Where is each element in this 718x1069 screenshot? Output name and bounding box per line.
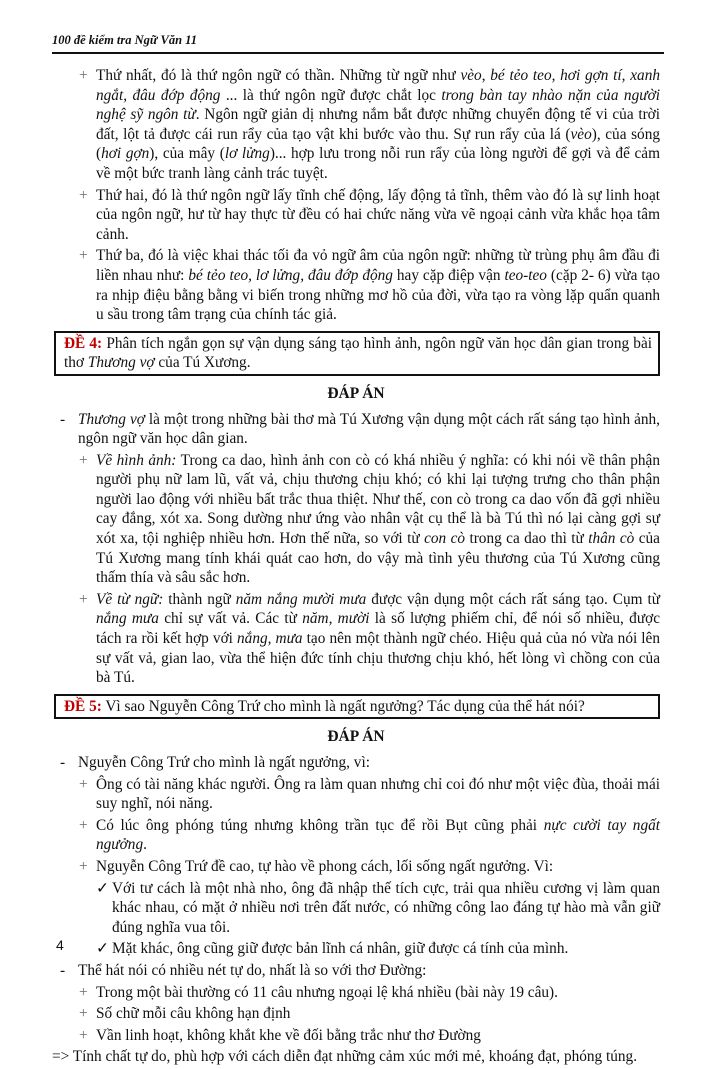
italic-text: Về từ ngữ:	[96, 590, 164, 608]
text-run: ,	[481, 67, 491, 84]
italic-text: teo-teo	[504, 266, 547, 284]
italic-text: nắng, mưa	[237, 630, 303, 648]
text-run: trong ca dao thì từ	[465, 530, 589, 548]
list-item-dash	[52, 961, 660, 981]
list-item-check	[52, 939, 660, 959]
italic-text: thân cò	[588, 530, 635, 548]
bullet-marker: -	[60, 410, 66, 428]
text-run: Thứ nhất, đó là thứ ngôn ngữ có thần. Những từ ngữ như	[96, 67, 461, 84]
italic-text: Thương vợ	[87, 354, 155, 372]
text-run: chỉ sự vất vả. Các từ	[158, 610, 303, 628]
italic-text: bé tẻo teo, hơi gợn tí, xanh ngắt, đâu đớp động	[96, 67, 660, 104]
text-run: của Tú Xương mang tính khái quát cao hơn, do vậy mà tình yêu thương của Tú Xương cũng thấm thía và sâu sắc hơn.	[96, 530, 660, 587]
bullet-marker: +	[79, 816, 88, 834]
bullet-marker: +	[79, 590, 88, 608]
list-item-dash	[52, 753, 660, 773]
bullet-marker: +	[79, 983, 88, 1001]
bullet-marker: +	[79, 1005, 88, 1023]
bullet-marker: +	[79, 451, 88, 469]
italic-text: Về hình ảnh:	[96, 451, 177, 469]
text-run: ), của mây (	[149, 145, 225, 163]
text-run: Phân tích ngắn gọn sự vận dụng sáng tạo hình ảnh, ngôn ngữ văn học dân gian trong bài thơ	[64, 334, 652, 372]
italic-text: nực cười tay ngất ngưởng	[96, 816, 660, 854]
question-label: ĐỀ 5:	[64, 697, 102, 715]
italic-text: năm nắng mười mưa	[235, 590, 367, 608]
bullet-marker: +	[79, 67, 88, 84]
list-item-plus	[52, 775, 660, 814]
text-run: Trong một bài thường có 11 câu nhưng ngoại lệ khá nhiều (bài này 19 câu).	[96, 983, 558, 1001]
list-item-dash	[52, 410, 660, 449]
text-run: là một trong những bài thơ mà Tú Xương vận dụng một cách rất sáng tạo hình ảnh, ngôn ngữ văn học dân gian.	[78, 410, 660, 448]
bullet-marker: +	[79, 247, 88, 265]
text-run: Thể hát nói có nhiều nét tự do, nhất là so với thơ Đường:	[78, 961, 427, 979]
list-item-plus	[52, 857, 660, 877]
text-run: của Tú Xương.	[154, 354, 251, 372]
text-run: )... hợp lưu trong nỗi run rẩy của lòng người để gợi và để cảm về một bức tranh làng cảnh trác tuyệt.	[96, 145, 660, 182]
list-item-plus	[52, 1004, 660, 1024]
bullet-marker: -	[60, 754, 66, 771]
document-body	[52, 66, 660, 1069]
question-box	[54, 331, 660, 376]
italic-text: lơ lửng	[224, 145, 270, 163]
text-run: Ông có tài năng khác người. Ông ra làm quan nhưng chỉ coi đó như một việc đùa, thoải mái suy nghĩ, nói năng.	[96, 775, 660, 813]
bullet-marker: +	[79, 857, 88, 875]
text-run: được vận dụng một cách rất sáng tạo. Cụm từ	[366, 590, 660, 608]
text-run: (cặp 2- 6) vừa tạo ra nhịp điệu bằng bằng vi biến trong những mơ hồ của đời, vừa tạo ra vòng lặp quẩn quanh u sầu trong tâm trạng của chính tác giả.	[96, 266, 661, 324]
text-run: => Tính chất tự do, phù hợp với cách diễn đạt những cảm xúc mới mẻ, khoáng đạt, phóng túng.	[52, 1048, 638, 1066]
page-number: 4	[56, 937, 64, 953]
document-header-title: 100 đề kiểm tra Ngữ Văn 11	[52, 33, 197, 47]
question-label: ĐỀ 4:	[64, 334, 103, 352]
text-run: thành ngữ	[163, 590, 236, 608]
list-item-plus	[52, 590, 660, 688]
text-run: ), của sóng (	[96, 125, 660, 163]
bullet-marker: +	[79, 1026, 88, 1044]
text-run: Thứ hai, đó là thứ ngôn ngữ lấy tĩnh chế động, lấy động tả tĩnh, thêm vào đó là sự linh hoạt của ngôn ngữ, hư từ hay thực từ đều có hai chức năng vừa vẽ ngoại cảnh vừa khắc họa tâm cảnh.	[96, 186, 660, 243]
text-run: Nguyễn Công Trứ đề cao, tự hào về phong cách, lối sống ngất ngưởng. Vì:	[96, 857, 554, 875]
bullet-marker: +	[79, 775, 88, 793]
italic-text: bé tẻo teo, lơ lửng, đâu đớp động	[188, 266, 393, 284]
list-item-plus	[52, 186, 660, 245]
italic-text: trong bàn tay nhào nặn của người nghệ sỹ ngôn từ	[96, 86, 660, 124]
list-item-plus	[52, 451, 660, 588]
answer-heading: ĐÁP ÁN	[327, 728, 385, 746]
checkmark-icon: ✓	[96, 940, 109, 958]
italic-text: vèo	[570, 125, 592, 143]
italic-text: hơi gợn	[101, 145, 150, 163]
text-run: Vì sao Nguyễn Công Trứ cho mình là ngất ngưởng? Tác dụng của thể hát nói?	[101, 697, 585, 715]
text-run: Vần linh hoạt, không khắt khe về đối bằng trắc như thơ Đường	[96, 1026, 481, 1044]
text-run: Mặt khác, ông cũng giữ được bản lĩnh cá nhân, giữ được cá tính của mình.	[112, 940, 569, 958]
text-run: ... là thứ ngôn ngữ được chắt lọc	[220, 86, 442, 104]
bullet-marker: +	[79, 186, 88, 204]
list-item-plus	[52, 66, 660, 184]
text-run: là số lượng phiếm chỉ, để nói số nhiều, được tách ra rồi kết hợp với	[96, 610, 660, 648]
italic-text: vèo	[460, 67, 482, 84]
list-item-plus	[52, 983, 660, 1003]
checkmark-icon: ✓	[96, 879, 109, 897]
text-run: hay cặp điệp vận	[392, 266, 505, 284]
italic-text: năm, mười	[302, 610, 370, 628]
italic-text: Thương vợ	[78, 410, 145, 428]
text-run: .	[143, 836, 147, 854]
text-run: Nguyễn Công Trứ cho mình là ngất ngưởng, vì:	[78, 754, 370, 771]
text-run: Có lúc ông phóng túng nhưng không trần tục để rồi Bụt cũng phải	[96, 816, 544, 834]
list-item-plus	[52, 816, 660, 855]
list-item-arrow	[52, 1047, 660, 1067]
text-run: . Ngôn ngữ giản dị nhưng nắm bắt được những chuyển động tế vi của trời đất, lột tả được cái run rẩy của tạo vật khi bước vào thu. Sự run rẩy của lá (	[96, 106, 660, 143]
header-rule	[52, 52, 664, 54]
list-item-plus	[52, 1026, 660, 1046]
text-run: tạo nên một thành ngữ chéo. Hiệu quả của nó vừa nói lên sự vất vả, gian lao, vừa thể hiện đức tính chịu thương chịu khó, hết lòng vì chồng con của bà Tú.	[96, 630, 661, 687]
text-run: Thứ ba, đó là việc khai thác tối đa vỏ ngữ âm của ngôn ngữ: những từ trùng phụ âm đầu đi liền nhau như:	[96, 247, 660, 284]
text-run: Với tư cách là một nhà nho, ông đã nhập thế tích cực, trải qua nhiều cương vị làm quan khác nhau, có mặt ở nhiều nơi trên đất nước, có những công lao đáng tự hào mà vẫn giữ đúng nghĩa vua tôi.	[112, 879, 660, 936]
text-run: Số chữ mỗi câu không hạn định	[96, 1005, 291, 1023]
text-run: Trong ca dao, hình ảnh con cò có khá nhiều ý nghĩa: có khi nói về thân phận người phụ nữ lam lũ, vất vả, chịu thương chịu khó; có khi lại tượng trưng cho thân phận người lao động với nhiều bất trắc thua thiệt. Như thế, con cò trong ca dao vốn đã gợi nhiều cay đắng, xót xa. Song dường như ứng vào nhân vật cụ thể là bà Tú thì nó lại càng gợi sự xót xa, tội nghiệp nhiều hơn. Hơn thế nữa, so với từ	[96, 451, 660, 548]
answer-heading: ĐÁP ÁN	[327, 384, 385, 402]
italic-text: con cò	[424, 530, 466, 548]
list-item-check	[52, 879, 660, 938]
bullet-marker: -	[60, 961, 66, 979]
italic-text: nắng mưa	[96, 610, 159, 628]
question-box	[54, 694, 660, 720]
list-item-plus	[52, 246, 660, 324]
